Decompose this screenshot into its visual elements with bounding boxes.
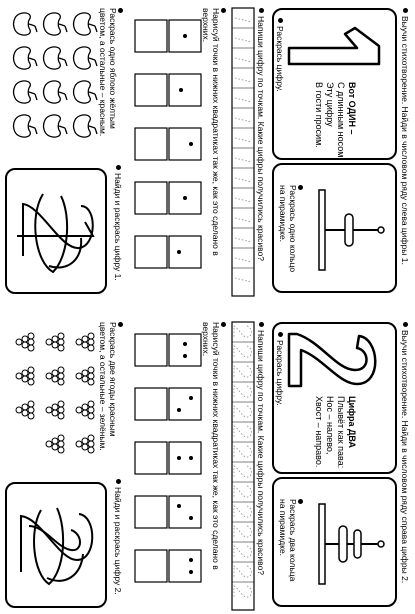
trace-strip-1 — [232, 8, 254, 296]
dots-task-1: Нарисуй точки в нижних квадратиках так же, как это сделано в верхних. — [201, 8, 226, 256]
digit-one-outline-icon — [285, 16, 385, 76]
poem-1: Вот ОДИН – С длинным носом. Эту цифру В гости просим. — [314, 82, 357, 160]
pyramid-two-rings-icon — [307, 484, 387, 604]
digit-two-outline-icon — [285, 328, 385, 392]
raspberries-group — [3, 322, 103, 468]
color-digit-label-1: Раскрась цифру. — [275, 18, 285, 92]
dots-task-2: Нарисуй точки в нижних квадратиках так же, как это сделано в верхних. — [201, 322, 226, 570]
apple-icon — [14, 13, 98, 137]
lesson-1 — [0, 0, 415, 300]
dots-grid-2 — [131, 334, 201, 604]
dots-grid-1 — [131, 20, 201, 290]
find-digit-box-1 — [5, 168, 107, 294]
find-task-1: Найди и раскрась цифру 1. — [113, 165, 123, 281]
lesson-1-poem-box — [272, 8, 397, 160]
pyramid-one-ring-icon — [307, 170, 387, 290]
color-digit-label-2: Раскрась цифру. — [275, 332, 285, 406]
ring-task-2: Раскрась два кольца на пирамидке. — [278, 499, 303, 581]
apples-task-1: Раскрась одно яблоко жёлтым цветом, а остальные – красным. — [98, 8, 123, 136]
lesson-2-poem-box — [272, 322, 397, 474]
apples-group — [3, 8, 103, 154]
ring-task-1: Раскрась одно кольцо на пирамидке. — [278, 185, 303, 272]
trace-task-2: Напиши цифру по точкам. Какие цифры получились красиво? — [256, 322, 266, 575]
poem-2: Цифра ДВА Плывёт как пава: Нос – налево, Хвост – направо. — [314, 396, 357, 469]
find-digit-box-2 — [5, 482, 107, 608]
lesson-2-header: Выучи стихотворение. Найди в числовом ряду справа цифры 2. — [400, 322, 410, 583]
find-task-2: Найди и раскрась цифру 2. — [113, 479, 123, 595]
lesson-2-pyramid-box — [272, 477, 397, 607]
lesson-1-pyramid-box — [272, 163, 397, 293]
berries-task-2: Раскрась две ягоды красным цветом, а остальные – зелёным. — [98, 322, 123, 451]
lesson-2 — [0, 314, 415, 614]
raspberry-icon — [16, 333, 94, 453]
lesson-1-header: Выучи стихотворение. Найди в числовом ряду слева цифры 1. — [400, 8, 410, 265]
trace-strip-2 — [232, 322, 254, 610]
trace-task-1: Напиши цифру по точкам. Какие цифры получились красиво? — [256, 8, 266, 261]
overlapping-digits-icon — [11, 176, 101, 286]
overlapping-digits-icon — [11, 490, 101, 600]
